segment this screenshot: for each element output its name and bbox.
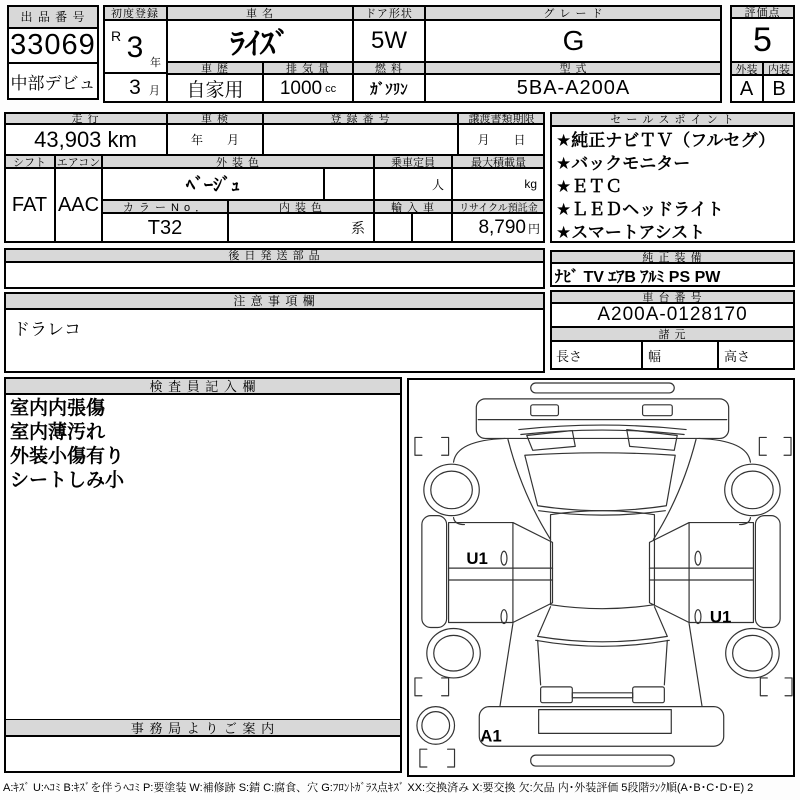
score-value: 5 xyxy=(730,18,795,62)
model-code-value: 5BA-A200A xyxy=(425,74,722,103)
inspector-note-line: 外装小傷有り xyxy=(10,446,125,467)
era-year: 3 xyxy=(126,30,144,64)
spec-length: 長さ xyxy=(550,341,642,370)
capacity-label: 乗車定員 xyxy=(374,155,452,168)
inspection-value: 年 月 xyxy=(167,124,263,155)
month-unit: 月 xyxy=(149,85,160,97)
inspector-note-line: シートしみ小 xyxy=(10,470,125,491)
first-registration-label: 初度登録 xyxy=(103,5,167,20)
inspector-note-line: 室内薄汚れ xyxy=(10,422,106,443)
notes-label: 注 意 事 項 欄 xyxy=(4,292,545,309)
aircon-value: AAC xyxy=(55,168,102,243)
history-label: 車 歴 xyxy=(167,62,263,74)
notes-value: ドラレコ xyxy=(4,309,545,373)
era-letter: R xyxy=(111,28,122,44)
interior-color-value: 系 xyxy=(228,213,374,243)
max-load-label: 最大積載量 xyxy=(452,155,545,168)
damage-mark-front-left-door: U1 xyxy=(466,549,488,569)
oem-equipment-label: 純 正 装 備 xyxy=(550,250,795,263)
spec-height: 高さ xyxy=(718,341,795,370)
exterior-color-value: ﾍﾞｰｼﾞｭ xyxy=(102,168,324,200)
capacity-value: 人 xyxy=(374,168,452,200)
exterior-color-code-cell xyxy=(324,168,374,200)
score-label: 評価点 xyxy=(730,5,795,18)
office-label: 事 務 局 よ り ご 案 内 xyxy=(4,719,402,736)
sales-point-item: ★スマートアシスト xyxy=(556,223,706,242)
door-shape-value: 5W xyxy=(353,20,425,62)
spec-width: 幅 xyxy=(642,341,718,370)
registration-no-value xyxy=(263,124,458,155)
sales-points-list xyxy=(550,126,795,243)
displacement-unit: cc xyxy=(325,82,337,95)
year-unit: 年 xyxy=(150,57,161,69)
import-car-cell-2 xyxy=(412,213,452,243)
color-no-value: T32 xyxy=(102,213,228,243)
interior-grade-value: B xyxy=(763,75,795,103)
inspector-label: 検 査 員 記 入 欄 xyxy=(4,377,402,394)
damage-mark-rear-bumper: A1 xyxy=(480,726,502,746)
recycle-deposit-label: リサイクル預託金 xyxy=(452,200,545,213)
model-code-label: 型 式 xyxy=(425,62,722,74)
office-value xyxy=(4,736,402,773)
exterior-grade-label: 外装 xyxy=(730,62,763,75)
inspector-notes xyxy=(4,394,402,719)
mileage-value: 43,903 km xyxy=(4,124,167,155)
fuel-label: 燃 料 xyxy=(353,62,425,74)
damage-mark-rear-right-door: U1 xyxy=(709,607,732,627)
history-value: 自家用 xyxy=(167,74,263,103)
inspection-label: 車 検 xyxy=(167,112,263,124)
interior-grade-label: 内装 xyxy=(763,62,795,75)
max-load-value: kg xyxy=(452,168,545,200)
specs-label: 諸 元 xyxy=(550,327,795,341)
sales-points-label: セ ー ル ス ポ イ ン ト xyxy=(550,112,795,126)
lot-number-label: 出 品 番 号 xyxy=(7,5,99,28)
car-top-view xyxy=(409,380,793,775)
later-parts-label: 後 日 発 送 部 品 xyxy=(4,248,545,262)
recycle-deposit-value: 8,790 円 xyxy=(452,213,545,243)
grade-value: G xyxy=(425,20,722,62)
car-damage-diagram xyxy=(407,378,795,777)
shift-label: シフト xyxy=(4,155,55,168)
sales-point-item: ★ＬＥＤヘッドライト xyxy=(556,200,724,219)
fuel-value: ｶﾞｿﾘﾝ xyxy=(353,74,425,103)
displacement-value: 1000 cc xyxy=(263,74,353,103)
door-shape-label: ドア形状 xyxy=(353,5,425,20)
later-parts-value xyxy=(4,262,545,289)
sales-point-item: ★バックモニター xyxy=(556,154,691,173)
transfer-deadline-label: 譲渡書類期限 xyxy=(458,112,545,124)
import-car-cell-1 xyxy=(374,213,412,243)
sales-point-item: ★ＥＴＣ xyxy=(556,177,623,196)
first-registration-month: 3 月 xyxy=(103,73,167,103)
yen-unit: 円 xyxy=(527,221,540,236)
car-name-value: ﾗｲｽﾞ xyxy=(167,20,353,62)
aircon-label: エアコン xyxy=(56,156,101,168)
car-name-label: 車 名 xyxy=(167,5,353,20)
shift-value: FAT xyxy=(4,168,55,243)
first-registration-year xyxy=(103,20,167,73)
sales-point-item: ★純正ナビＴＶ（フルセグ） xyxy=(556,131,776,150)
chassis-no-label: 車 台 番 号 xyxy=(550,290,795,303)
import-car-label: 輸 入 車 xyxy=(374,200,452,213)
displacement-label: 排 気 量 xyxy=(263,62,353,74)
mileage-label: 走 行 xyxy=(4,112,167,124)
auction-venue: 中部デビュ xyxy=(7,63,99,100)
chassis-no-value: A200A-0128170 xyxy=(550,303,795,327)
damage-legend: A:ｷｽﾞ U:ﾍｺﾐ B:ｷｽﾞを伴うﾍｺﾐ P:要塗装 W:補修跡 S:錆 C:腐食、穴 G:ﾌﾛﾝﾄｶﾞﾗｽ点ｷｽﾞ XX:交換済み X:要交換 欠:欠品 内･外装評価 5段階ﾗﾝｸ順(A･B･C･D･E) 2 xyxy=(3,782,754,794)
exterior-grade-value: A xyxy=(730,75,763,103)
color-no-label: カ ラ ー N o ． xyxy=(102,200,228,213)
lot-number-value: 33069 xyxy=(7,28,99,63)
inspector-note-line: 室内内張傷 xyxy=(10,398,106,419)
registration-no-label: 登 録 番 号 xyxy=(263,112,458,124)
oem-equipment-value: ﾅﾋﾞ TV ｴｱB ｱﾙﾐ PS PW xyxy=(550,263,795,287)
exterior-color-label: 外 装 色 xyxy=(102,155,374,168)
interior-color-label: 内 装 色 xyxy=(228,200,374,213)
transfer-deadline-value: 月 日 xyxy=(458,124,545,155)
grade-label: グ レ ー ド xyxy=(425,5,722,20)
